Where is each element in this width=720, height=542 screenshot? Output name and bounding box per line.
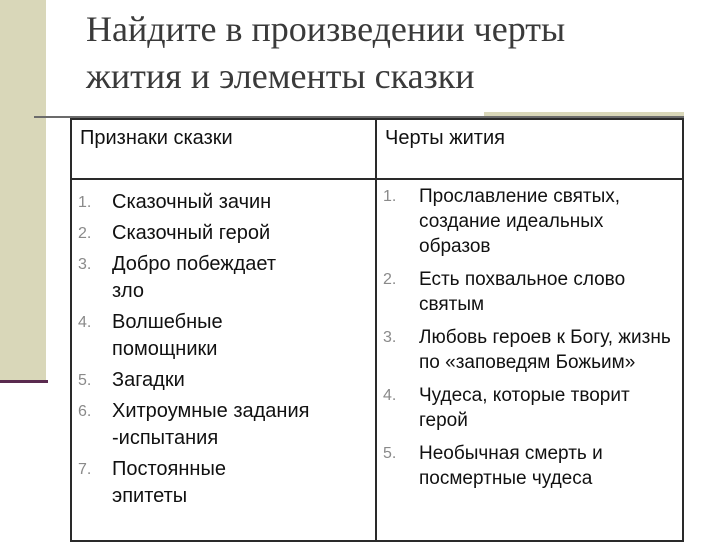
list-item-text: Волшебные помощники	[112, 311, 223, 360]
list-item-text: Прославление святых, создание идеальных образов	[419, 186, 621, 257]
list-item-text: Загадки	[112, 369, 185, 391]
table-body-row	[71, 179, 683, 541]
header-cell-hagiography	[376, 119, 683, 179]
list-item	[72, 456, 272, 510]
list-item-text: Сказочный герой	[112, 222, 271, 244]
list-item-text: Сказочный зачин	[112, 191, 272, 213]
list-item-text: Чудеса, которые творит герой	[419, 385, 630, 431]
header-right-label: Черты жития	[385, 127, 505, 149]
title-line-1: Найдите в произведении черты	[86, 9, 566, 49]
list-number: 3.	[78, 256, 92, 273]
table-header-row	[71, 119, 683, 179]
list-number: 2.	[383, 271, 397, 288]
list-item	[72, 398, 362, 452]
list-item	[72, 309, 262, 363]
list-number: 4.	[383, 387, 397, 404]
list-number: 3.	[383, 329, 397, 346]
list-item	[377, 441, 669, 491]
list-item-text: Необычная смерть и посмертные чудеса	[419, 443, 603, 489]
comparison-table	[70, 118, 684, 542]
header-left-label: Признаки сказки	[80, 127, 233, 149]
list-item	[72, 367, 375, 394]
list-item	[377, 267, 669, 317]
list-number: 1.	[78, 194, 92, 211]
list-item	[377, 184, 639, 259]
list-item-text: Хитроумные задания -испытания	[112, 400, 310, 449]
header-cell-fairy-tale	[71, 119, 376, 179]
list-number: 2.	[78, 225, 92, 242]
list-item-text: Любовь героев к Богу, жизнь по «заповедям Божьим»	[419, 327, 671, 373]
list-number: 1.	[383, 188, 397, 205]
list-item	[72, 251, 312, 305]
list-number: 5.	[383, 445, 397, 462]
list-item-text: Есть похвальное слово святым	[419, 269, 626, 315]
list-number: 7.	[78, 461, 92, 478]
list-number: 6.	[78, 403, 92, 420]
list-number: 5.	[78, 372, 92, 389]
list-item	[72, 220, 375, 247]
hagiography-features-cell	[376, 179, 683, 541]
list-number: 4.	[78, 314, 92, 331]
list-item-text: Добро побеждает зло	[112, 253, 277, 302]
hagiography-features-list	[377, 180, 682, 491]
list-item	[377, 383, 639, 433]
list-item-text: Постоянные эпитеты	[112, 458, 226, 507]
fairy-tale-features-list	[72, 180, 375, 510]
side-decor-line	[0, 380, 48, 383]
list-item	[377, 325, 681, 375]
side-decor-band	[0, 0, 46, 382]
list-item	[72, 189, 375, 216]
slide-title	[86, 6, 686, 100]
fairy-tale-features-cell	[71, 179, 376, 541]
title-line-2: жития и элементы сказки	[86, 56, 475, 96]
